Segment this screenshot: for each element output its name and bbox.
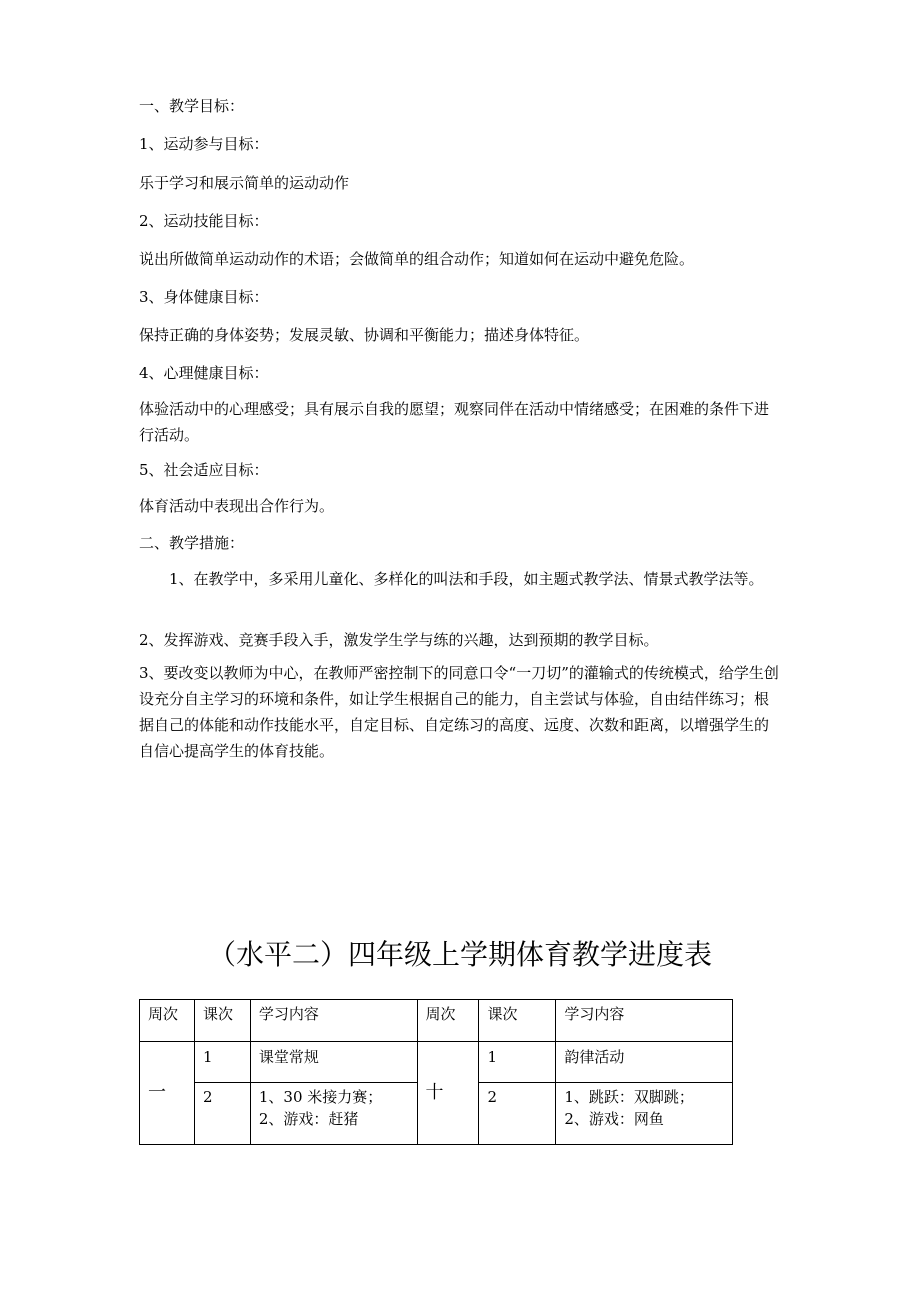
lesson-cell: 1 [479,1042,556,1083]
paragraph-mental: 体验活动中的心理感受；具有展示自我的愿望；观察同伴在活动中情绪感受；在困难的条件下进行活动。 [139,400,770,444]
header-content: 学习内容 [250,1000,417,1042]
week-cell-left: 一 [140,1042,195,1145]
lesson-cell: 1 [194,1042,250,1083]
heading-teaching-goals: 一、教学目标： [139,97,245,115]
paragraph-physical: 保持正确的身体姿势；发展灵敏、协调和平衡能力；描述身体特征。 [139,326,590,344]
schedule-table [139,999,733,1145]
header-lesson-2: 课次 [479,1000,556,1042]
lesson-cell: 2 [479,1083,556,1145]
paragraph-measure-2: 2、发挥游戏、竞赛手段入手，激发学生学与练的兴趣，达到预期的教学目标。 [139,631,659,649]
table-row [140,1042,733,1083]
header-week: 周次 [140,1000,195,1042]
content-cell: 韵律活动 [556,1042,733,1083]
subheading-social: 5、社会适应目标： [139,461,269,479]
paragraph-social: 体育活动中表现出合作行为。 [139,497,335,515]
paragraph-participation: 乐于学习和展示简单的运动动作 [139,174,350,192]
content-cell: 1、跳跃：双脚跳； 2、游戏：网鱼 [556,1083,733,1145]
heading-teaching-measures: 二、教学措施： [139,534,245,552]
schedule-title: （水平二）四年级上学期体育教学进度表 [207,938,712,971]
week-cell-right: 十 [417,1042,479,1145]
content-cell: 课堂常规 [250,1042,417,1083]
paragraph-skills: 说出所做简单运动动作的术语；会做简单的组合动作；知道如何在运动中避免危险。 [139,250,695,268]
table-header-row [140,1000,733,1042]
subheading-physical: 3、身体健康目标： [139,288,269,306]
header-week-2: 周次 [417,1000,479,1042]
header-lesson: 课次 [194,1000,250,1042]
subheading-mental: 4、心理健康目标： [139,364,269,382]
paragraph-measure-3: 3、要改变以教师为中心，在教师严密控制下的同意口令“一刀切”的灌输式的传统模式，给学生创设充分自主学习的环境和条件，如让学生根据自己的能力，自主尝试与体验，自由结伴练习；根据自己的体能和动作技能水平，自定目标、自定练习的高度、远度、次数和距离，以增强学生的自信心提高学生的体育技能。 [139,664,779,760]
subheading-skills: 2、运动技能目标： [139,212,269,230]
lesson-cell: 2 [194,1083,250,1145]
content-cell: 1、30 米接力赛； 2、游戏：赶猪 [250,1083,417,1145]
paragraph-measure-1: 1、在教学中，多采用儿童化、多样化的叫法和手段，如主题式教学法、情景式教学法等。 [139,570,764,588]
header-content-2: 学习内容 [556,1000,733,1042]
subheading-participation: 1、运动参与目标： [139,135,269,153]
